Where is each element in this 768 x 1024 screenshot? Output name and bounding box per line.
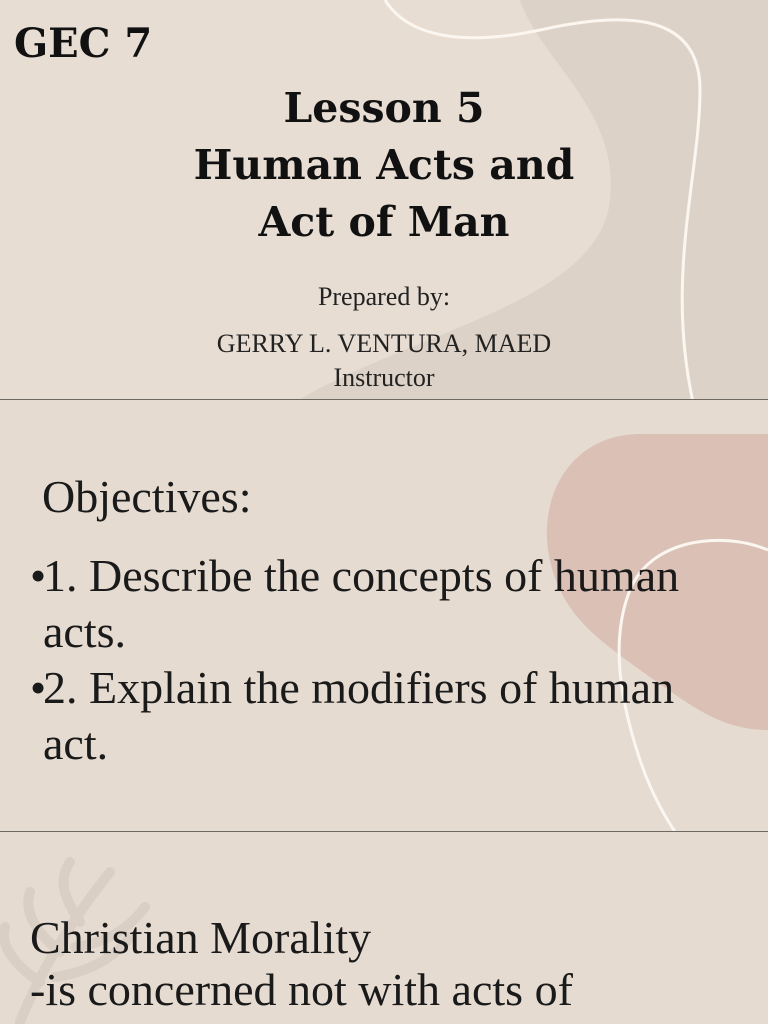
lesson-title-line: Lesson 5 — [283, 84, 485, 132]
slide-title — [0, 0, 768, 399]
author-name: GERRY L. VENTURA, MAED — [216, 329, 552, 358]
lesson-title — [0, 80, 768, 251]
objective-item — [30, 548, 750, 660]
objective-item — [30, 660, 750, 772]
text-line: Christian Morality — [30, 912, 372, 963]
course-code: GEC 7 — [14, 20, 153, 67]
objective-text: 1. Describe the concepts of human acts. — [43, 550, 680, 657]
objectives-heading: Objectives: — [42, 471, 252, 522]
bullet-icon: • — [30, 550, 47, 601]
christian-morality-text — [30, 912, 573, 1016]
objective-text: 2. Explain the modifiers of human act. — [43, 662, 675, 769]
text-line: -is concerned not with acts of — [30, 964, 573, 1015]
author-role: Instructor — [333, 363, 435, 392]
objectives-list — [30, 548, 750, 772]
lesson-title-line: Human Acts and — [193, 141, 575, 189]
lesson-title-line: Act of Man — [258, 198, 510, 246]
author-block — [0, 327, 768, 395]
slide-christian-morality — [0, 832, 768, 1024]
bullet-icon: • — [30, 662, 47, 713]
slide-objectives — [0, 400, 768, 831]
prepared-by-label: Prepared by: — [317, 282, 451, 311]
